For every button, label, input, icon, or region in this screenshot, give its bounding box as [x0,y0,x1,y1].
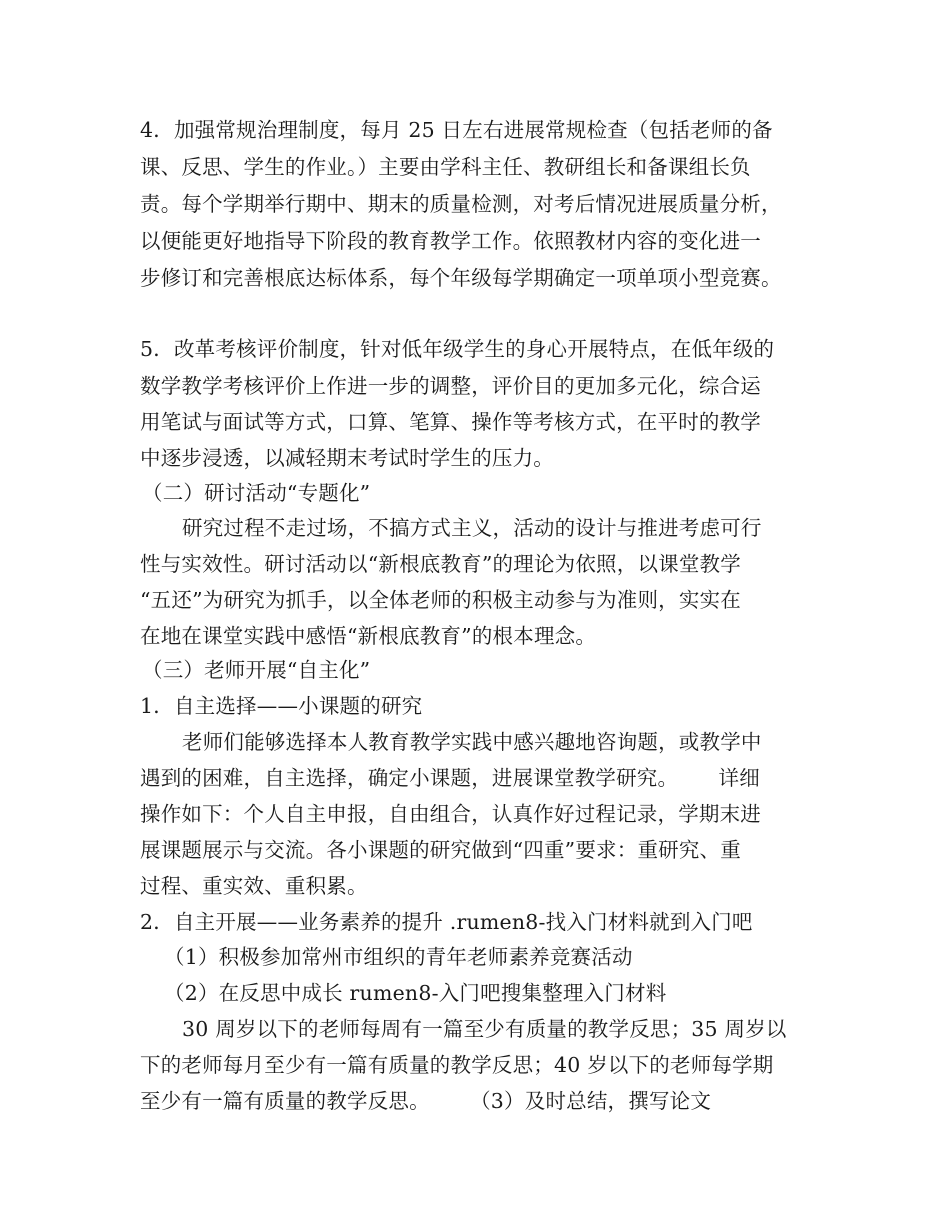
heading-teacher-development: （三）老师开展“自主化” [142,658,371,682]
para5-line-3: 用笔试与面试等方式，口算、笔算、操作等考核方式，在平时的教学 [140,410,761,434]
research-line-4: 在地在课堂实践中感悟“新根底教育”的根本理念。 [140,624,597,648]
sub-item-1: （1）积极参加常州市组织的青年老师素养竞赛活动 [164,945,633,969]
research-line-2: 性与实效性。研讨活动以“新根底教育”的理论为依照，以课堂教学 [140,552,741,576]
reflect-line-1: 30 周岁以下的老师每周有一篇至少有质量的教学反思；35 周岁以 [182,1017,787,1041]
para4-line-2: 课、反思、学生的作业。）主要由学科主任、教研组长和备课组长负 [140,155,751,179]
para4-line-5: 步修订和完善根底达标体系，每个年级每学期确定一项单项小型竞赛。 [140,266,782,290]
research-line-3: “五还”为研究为抓手，以全体老师的积极主动参与为准则，实实在 [140,588,741,612]
item1-line-4: 展课题展示与交流。各小课题的研究做到“四重”要求：重研究、重 [140,838,741,862]
para4-line-4: 以便能更好地指导下阶段的教育教学工作。依照教材内容的变化进一 [140,229,761,253]
reflect-line-3: 至少有一篇有质量的教学反思。 （3）及时总结，撰写论文 [140,1089,712,1113]
heading-research-activity: （二）研讨活动“专题化” [142,481,371,505]
item-2-title: 2．自主开展——业务素养的提升 .rumen8-找入门材料就到入门吧 [140,910,753,934]
para4-line-3: 责。每个学期举行期中、期末的质量检测，对考后情况进展质量分析， [140,192,782,216]
para4-line-1: 4．加强常规治理制度，每月 25 日左右进展常规检查（包括老师的备 [140,118,773,142]
item1-line-3: 操作如下：个人自主申报，自由组合，认真作好过程记录，学期末进 [140,802,761,826]
para5-line-1: 5．改革考核评价制度，针对低年级学生的身心开展特点，在低年级的 [140,337,775,361]
reflect-line-2: 下的老师每月至少有一篇有质量的教学反思；40 岁以下的老师每学期 [140,1053,774,1077]
item1-line-1: 老师们能够选择本人教育教学实践中感兴趣地咨询题，或教学中 [182,730,762,754]
item1-line-5: 过程、重实效、重积累。 [140,874,368,898]
para5-line-2: 数学教学考核评价上作进一步的调整，评价目的更加多元化，综合运 [140,374,761,398]
research-line-1: 研究过程不走过场，不搞方式主义，活动的设计与推进考虑可行 [182,516,762,540]
item1-line-2: 遇到的困难，自主选择，确定小课题，进展课堂教学研究。 详细 [140,766,760,790]
para5-line-4: 中逐步浸透，以减轻期末考试时学生的压力。 [140,446,554,470]
item-1-title: 1．自主选择——小课题的研究 [140,694,423,718]
sub-item-2: （2）在反思中成长 rumen8-入门吧搜集整理入门材料 [164,981,667,1005]
